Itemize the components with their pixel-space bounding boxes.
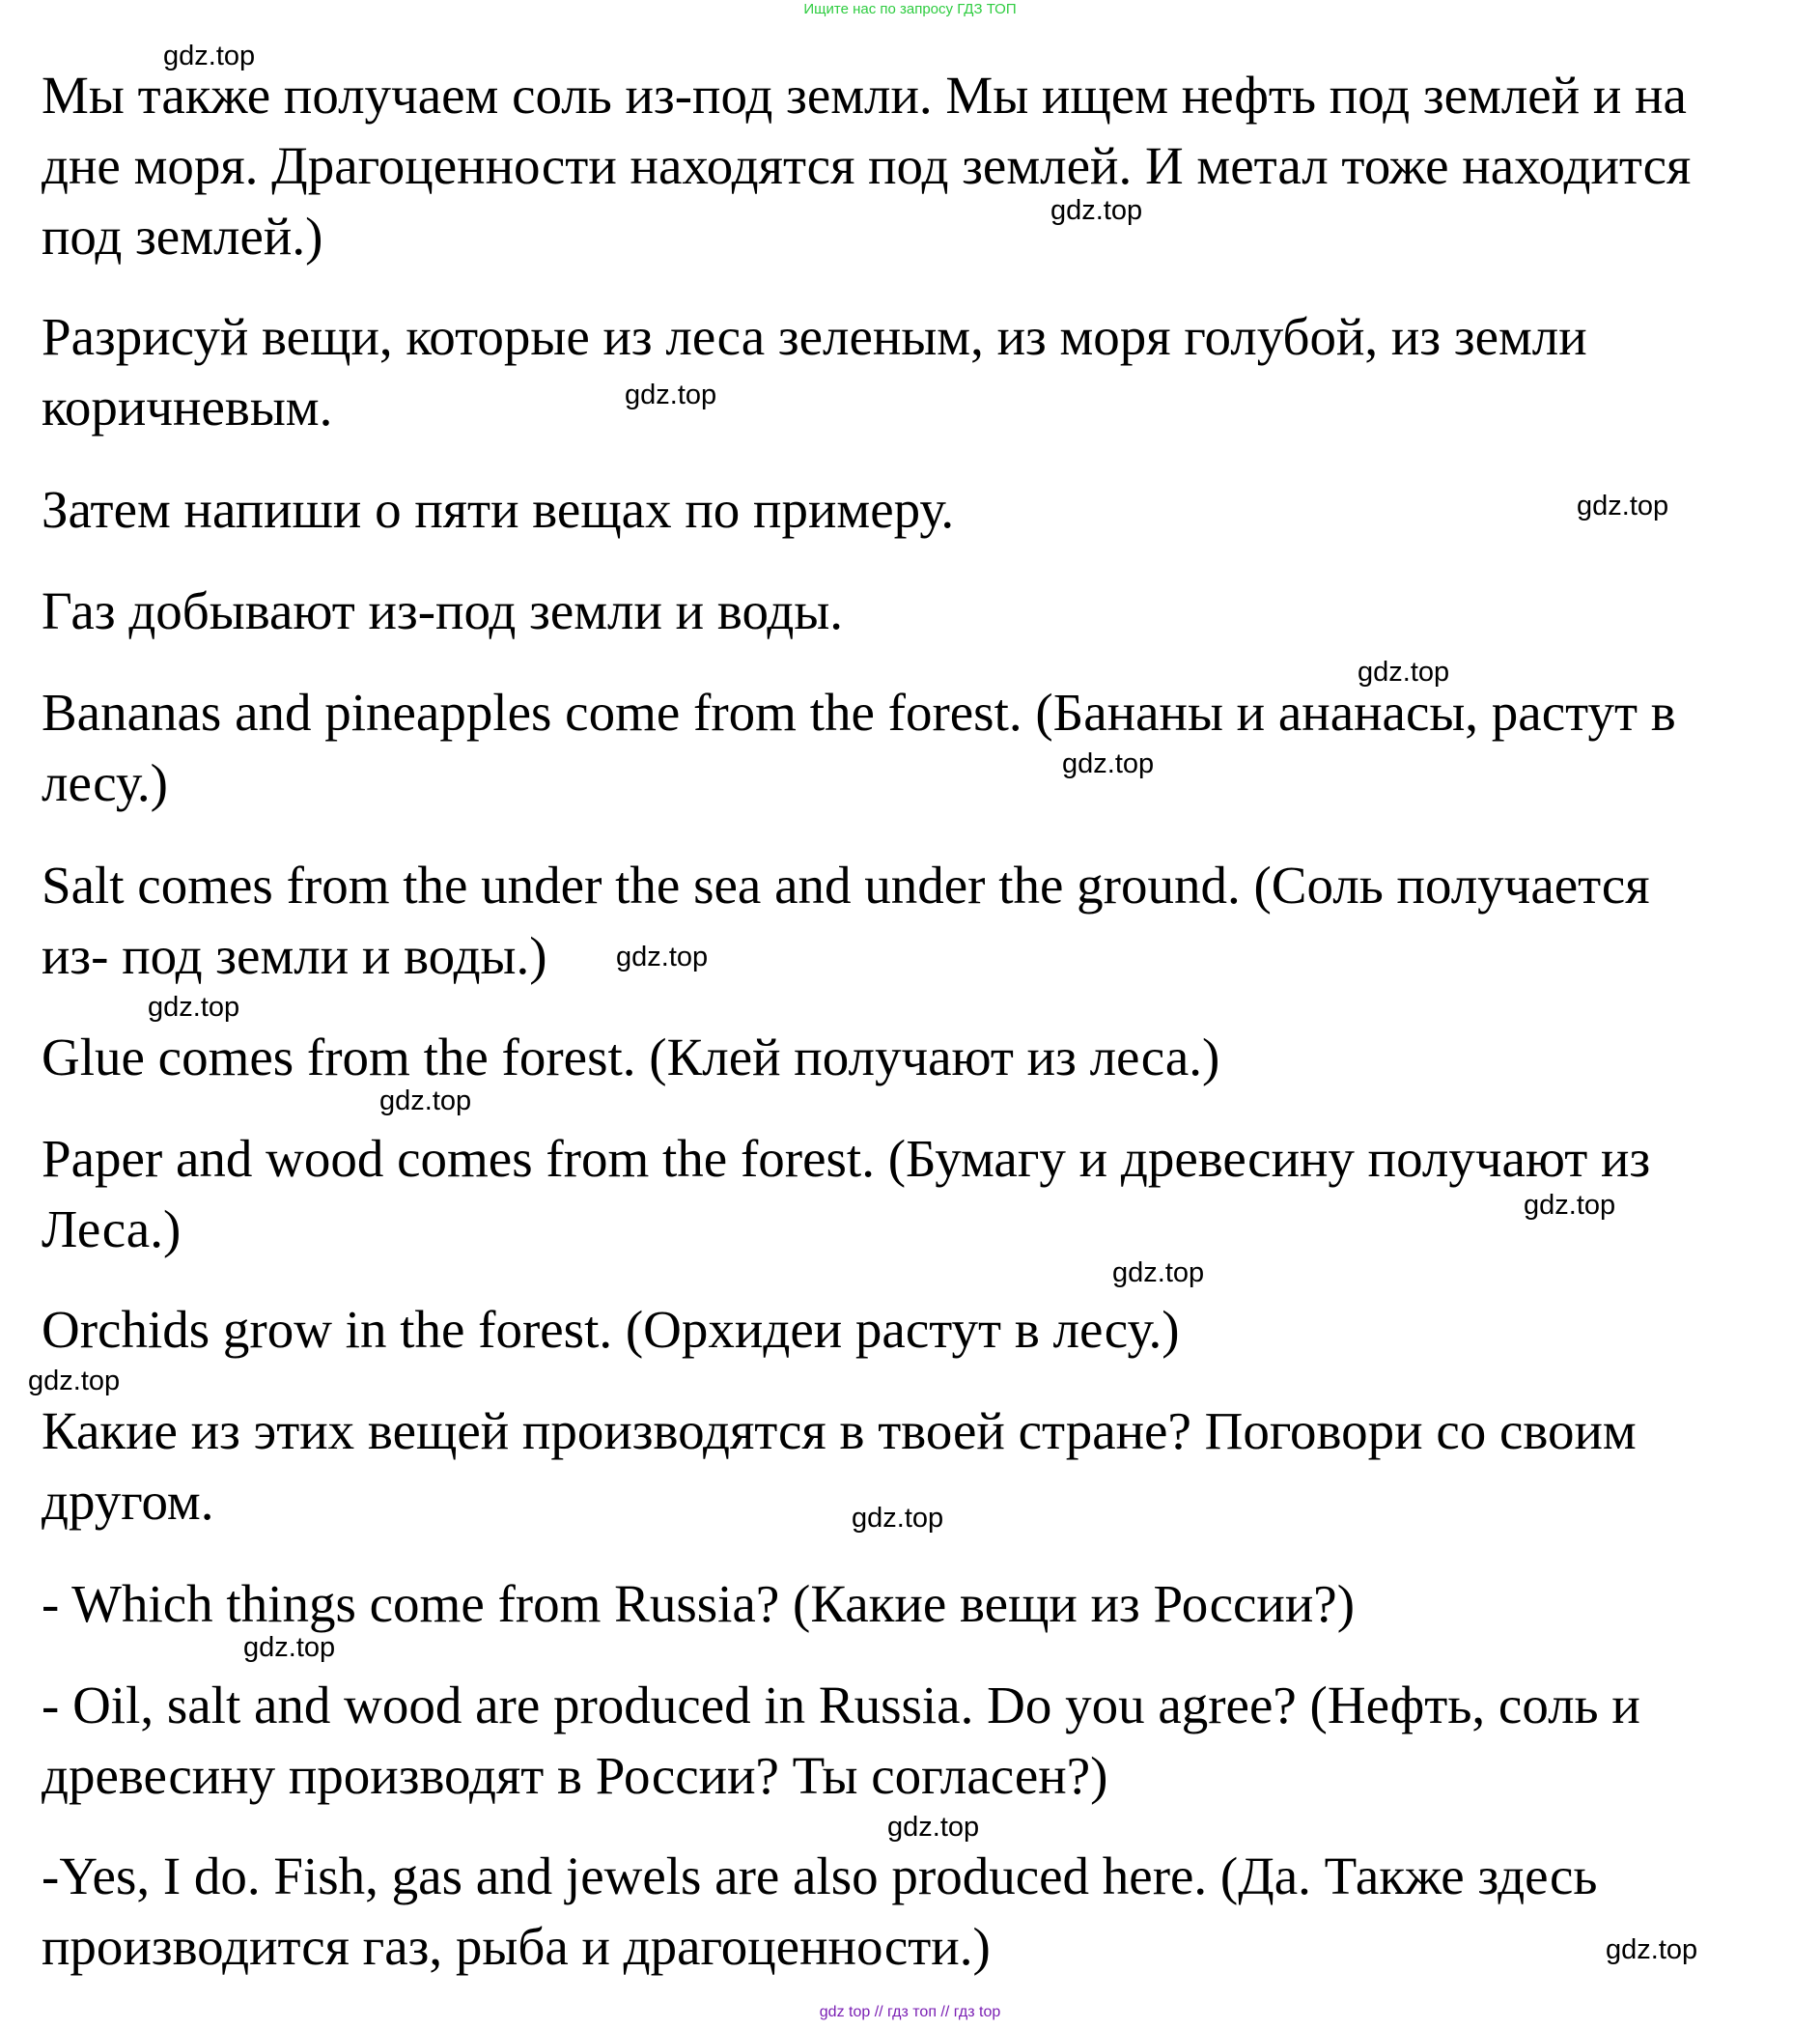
paragraph-13 (42, 1841, 1808, 1982)
watermark: gdz.top (163, 41, 256, 71)
text-line: под землей.) (42, 207, 323, 266)
text-line: Мы также получаем соль из-под земли. Мы ищем нефть под землей и на (42, 66, 1687, 125)
watermark: gdz.top (148, 992, 240, 1023)
text-line: Bananas and pineapples come from the forest. (Бананы и ананасы, растут в (42, 683, 1676, 742)
watermark: gdz.top (1050, 195, 1143, 226)
watermark: gdz.top (1577, 491, 1669, 521)
watermark: gdz.top (379, 1085, 472, 1116)
watermark: gdz.top (1358, 657, 1450, 688)
paragraph-12 (42, 1670, 1808, 1811)
text-line: Какие из этих вещей производятся в твоей стране? Поговори со своим (42, 1401, 1637, 1460)
watermark: gdz.top (1606, 1934, 1698, 1965)
paragraph-2 (42, 301, 1808, 442)
watermark: gdz.top (887, 1812, 980, 1843)
watermark: gdz.top (1062, 748, 1155, 779)
top-banner: Ищите нас по запросу ГДЗ ТОП (803, 1, 1017, 17)
paragraph-7 (42, 1022, 1808, 1092)
text-line: Glue comes from the forest. (Клей получают из леса.) (42, 1028, 1220, 1086)
paragraph-9 (42, 1294, 1808, 1365)
text-line: Газ добывают из-под земли и воды. (42, 581, 844, 640)
watermark: gdz.top (1112, 1257, 1205, 1288)
text-line: Разрисуй вещи, которые из леса зеленым, из моря голубой, из земли (42, 307, 1587, 366)
text-line: лесу.) (42, 753, 168, 812)
text-line: дне моря. Драгоценности находятся под землей. И метал тоже находится (42, 136, 1692, 195)
text-line: Paper and wood comes from the forest. (Бумагу и древесину получают из (42, 1129, 1651, 1188)
paragraph-11 (42, 1568, 1808, 1639)
paragraph-5 (42, 677, 1808, 818)
watermark: gdz.top (243, 1632, 336, 1663)
text-line: древесину производят в России? Ты согласен?) (42, 1746, 1108, 1805)
text-line: Orchids grow in the forest. (Орхидеи растут в лесу.) (42, 1300, 1180, 1359)
text-line: другом. (42, 1472, 214, 1531)
paragraph-1 (42, 60, 1808, 271)
text-line: -Yes, I do. Fish, gas and jewels are also produced here. (Да. Также здесь (42, 1846, 1598, 1905)
watermark: gdz.top (616, 942, 709, 972)
watermark: gdz.top (28, 1366, 121, 1396)
text-line: из- под земли и воды.) (42, 926, 547, 985)
text-line: Леса.) (42, 1199, 182, 1258)
text-line: - Oil, salt and wood are produced in Russia. Do you agree? (Нефть, соль и (42, 1676, 1640, 1734)
paragraph-4 (42, 576, 1808, 646)
watermark: gdz.top (852, 1503, 944, 1534)
text-line: Затем напиши о пяти вещах по примеру. (42, 480, 955, 539)
watermark: gdz.top (1524, 1190, 1616, 1221)
text-line: Salt comes from the under the sea and under the ground. (Соль получается (42, 856, 1650, 915)
paragraph-3 (42, 474, 1808, 545)
text-line: - Which things come from Russia? (Какие вещи из России?) (42, 1574, 1356, 1633)
watermark: gdz.top (625, 380, 717, 410)
text-line: производится газ, рыба и драгоценности.) (42, 1917, 991, 1976)
text-line: коричневым. (42, 378, 333, 437)
paragraph-6 (42, 850, 1808, 991)
footer-links: gdz top // гдз топ // гдз top (819, 2004, 1001, 2020)
